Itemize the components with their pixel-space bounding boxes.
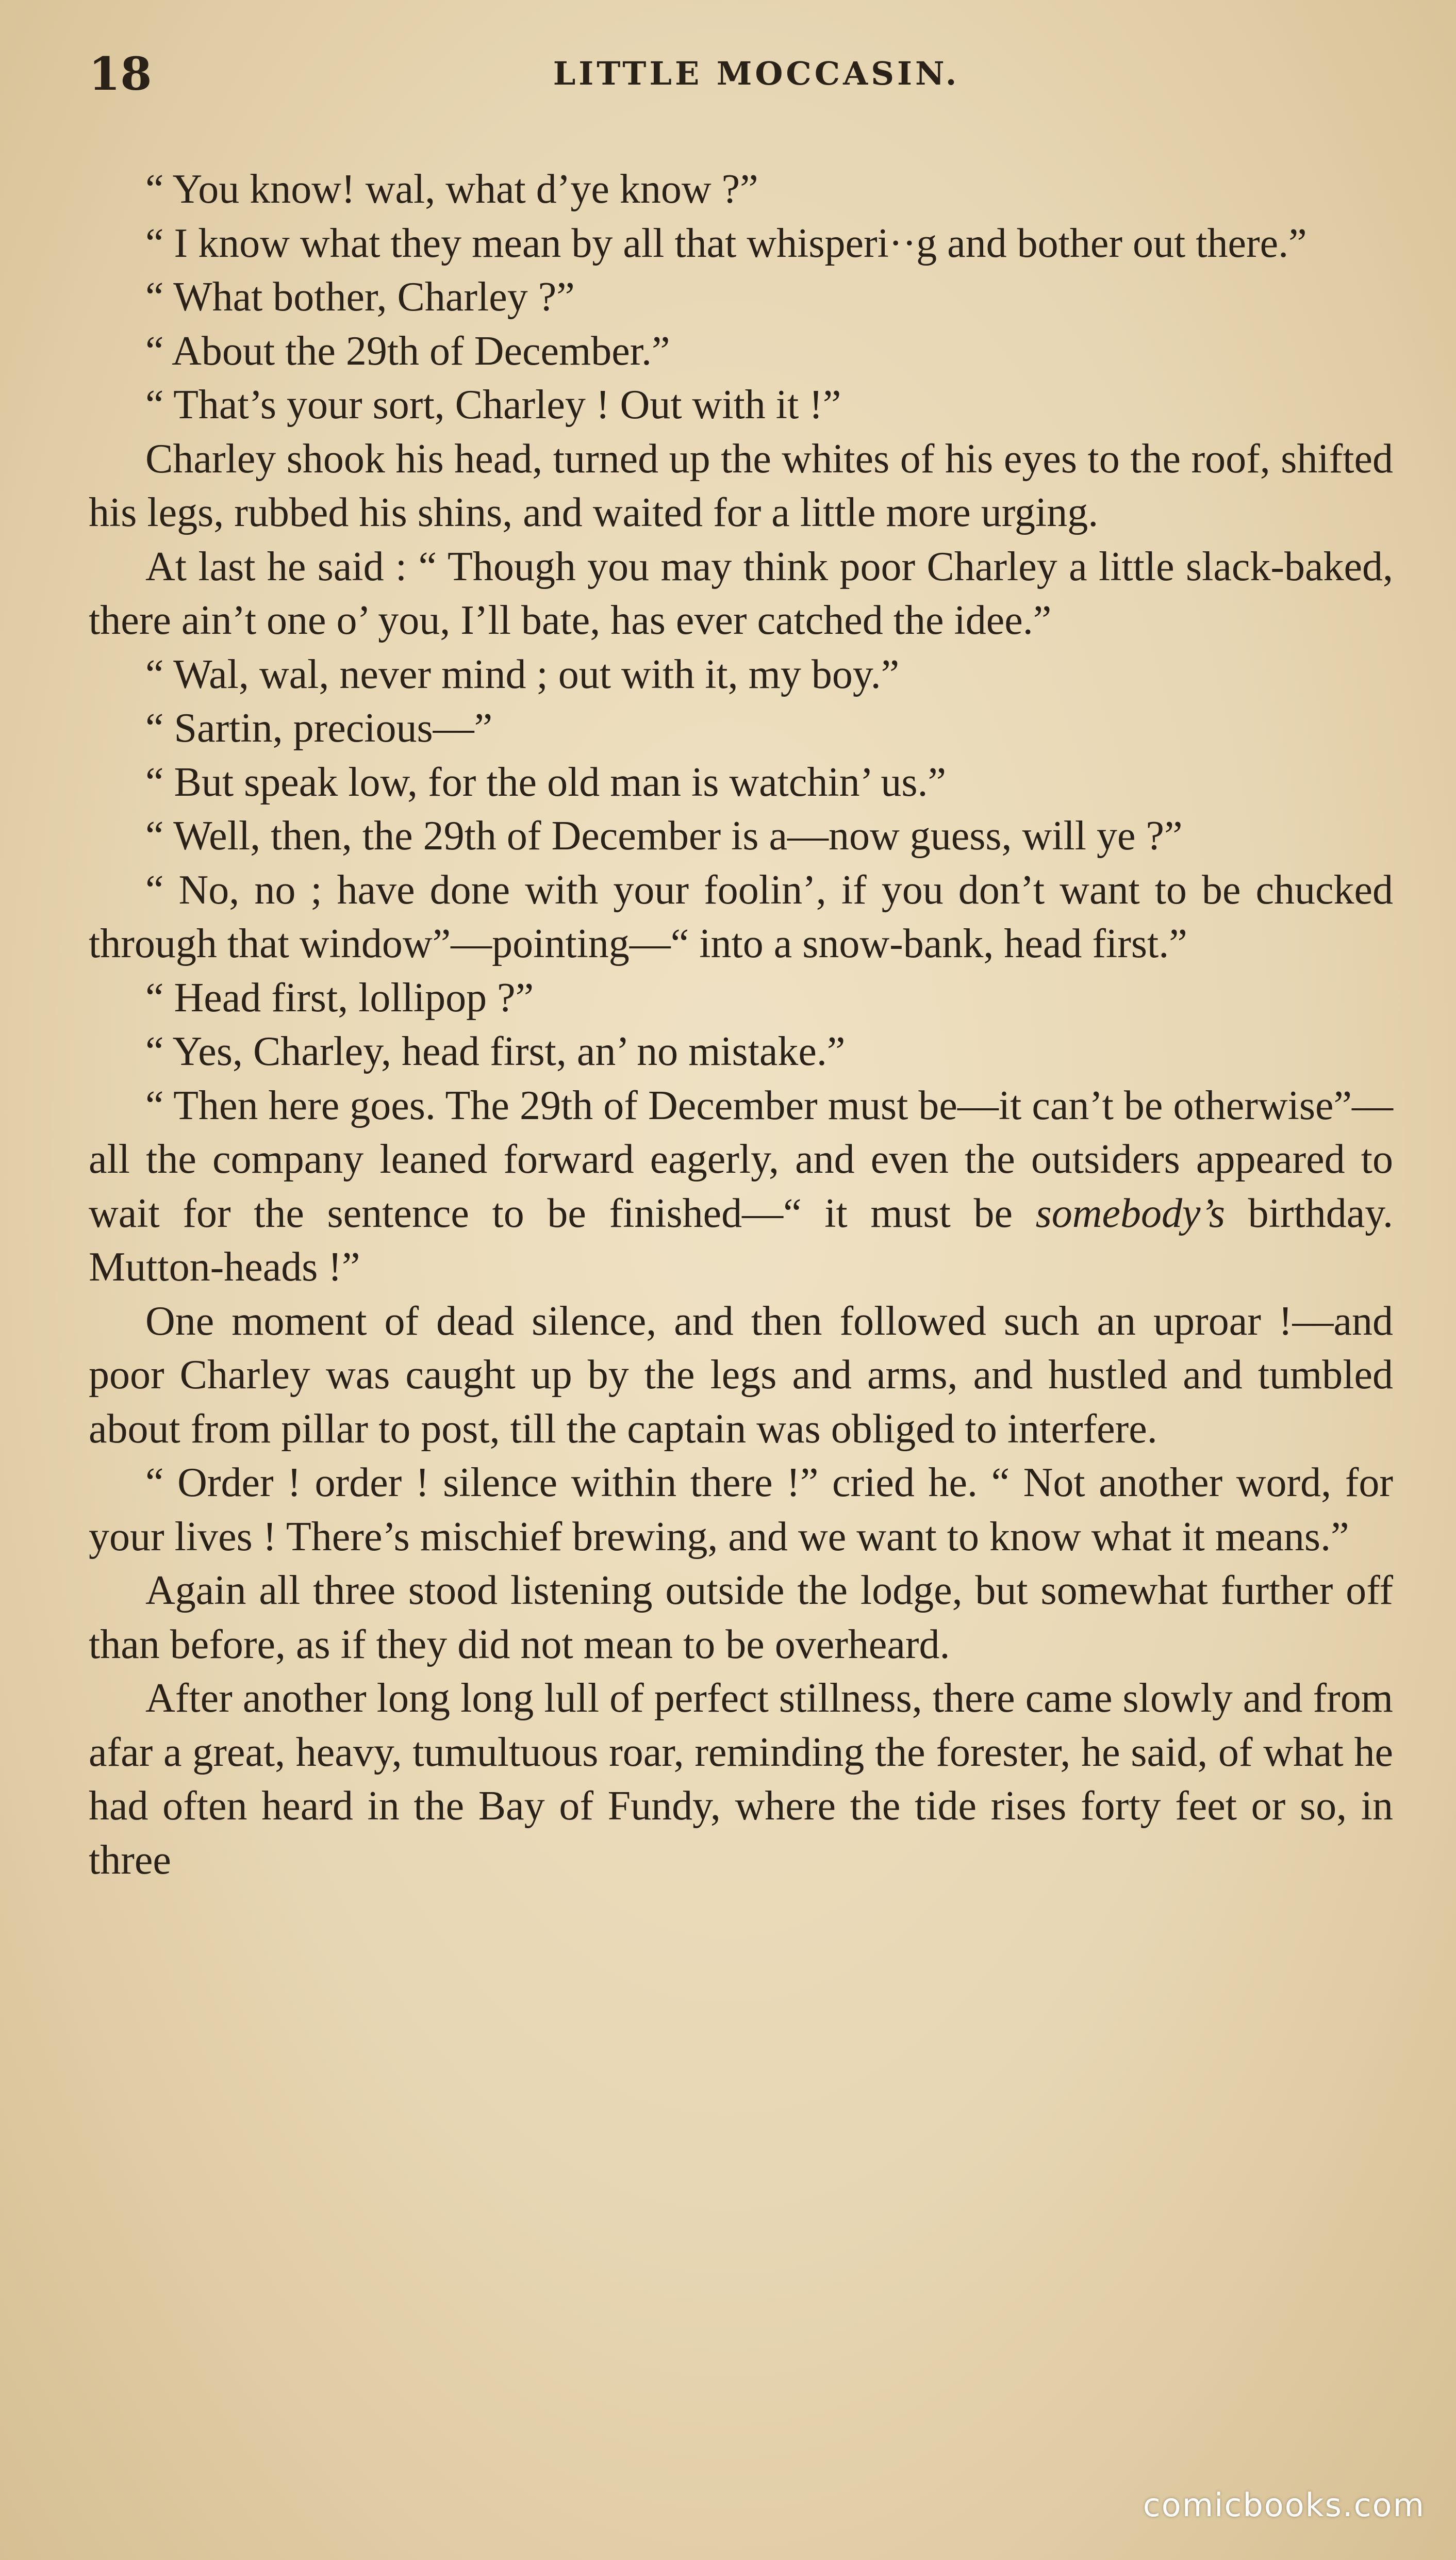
paragraph: Again all three stood listening outside the lodge, but somewhat further off than before, as if they did not mean to be overheard.: [89, 1568, 1393, 1667]
paragraph: Charley shook his head, turned up the whites of his eyes to the roof, shifted his legs, rubbed his shins, and waited for a little more urging.: [89, 436, 1393, 535]
paragraph-text: “ Then here goes. The 29th of December must be—it can’t be otherwise”—all the company leaned forward eagerly, and even the outsiders appeared to wait for the sentence to be finished—“ it must be: [89, 1082, 1393, 1236]
paragraph: “ Yes, Charley, head first, an’ no mistake.”: [145, 1029, 846, 1074]
paragraph: “ You know! wal, what d’ye know ?”: [145, 167, 758, 212]
paragraph: “ Order ! order ! silence within there !” cried he. “ Not another word, for your lives ! There’s mischief brewing, and we want to know what it means.”: [89, 1460, 1393, 1560]
paragraph: “ That’s your sort, Charley ! Out with it !”: [145, 382, 841, 428]
paragraph: [89, 1079, 1393, 1294]
italic-word: somebody’s: [1035, 1190, 1225, 1236]
paragraph: One moment of dead silence, and then followed such an uproar !—and poor Charley was caught up by the legs and arms, and hustled and tumbled about from pillar to post, till the captain was obliged to interfere.: [89, 1298, 1393, 1452]
paragraph: “ What bother, Charley ?”: [145, 274, 575, 320]
paragraph-text: birthday. Mutton-heads !”: [89, 1190, 1393, 1290]
page-number: 18: [89, 47, 152, 101]
paragraph: “ No, no ; have done with your foolin’, if you don’t want to be chucked through that window”—pointing—“ into a snow-bank, head first.”: [89, 867, 1393, 966]
page-header: [89, 45, 1393, 102]
watermark: comicbooks.com: [1143, 2486, 1425, 2524]
paragraph: “ But speak low, for the old man is watchin’ us.”: [145, 759, 946, 805]
paragraph: “ Well, then, the 29th of December is a—now guess, will ye ?”: [145, 813, 1183, 859]
paragraph: “ Head first, lollipop ?”: [145, 975, 534, 1021]
body-text: [89, 162, 1393, 1887]
paragraph: After another long long lull of perfect stillness, there came slowly and from afar a great, heavy, tumultuous roar, reminding the forester, he said, of what he had often heard in the Bay of Fundy, where the tide rises forty feet or so, in three: [89, 1676, 1393, 1883]
paragraph: “ Sartin, precious—”: [145, 705, 493, 751]
paragraph: At last he said : “ Though you may think poor Charley a little slack-baked, there ain’t one o’ you, I’ll bate, has ever catched the idee.”: [89, 544, 1393, 643]
paragraph: “ Wal, wal, never mind ; out with it, my boy.”: [145, 651, 900, 697]
paragraph: “ I know what they mean by all that whisperi··g and bother out there.”: [145, 220, 1307, 266]
running-title: LITTLE MOCCASIN.: [553, 55, 960, 92]
paragraph: “ About the 29th of December.”: [145, 328, 670, 374]
